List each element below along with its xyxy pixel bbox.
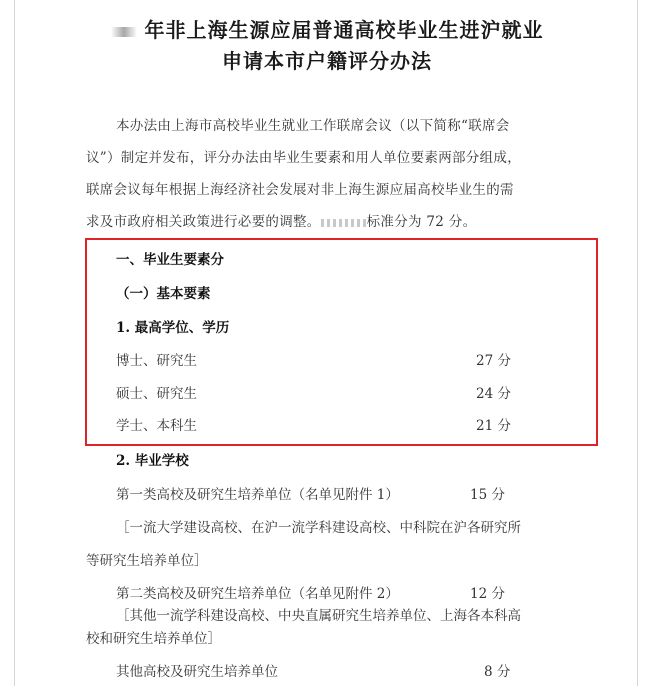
school-cat2-note-a: ［其他一流学科建设高校、中央直属研究生培养单位、上海各本科高 — [116, 608, 521, 624]
school-cat3-label: 其他高校及研究生培养单位 — [116, 664, 278, 680]
item1-heading: 1. 最高学位、学历 — [116, 320, 230, 336]
degree-row-score: 27 分 — [476, 353, 511, 369]
school-cat1-note-a: ［一流大学建设高校、在沪一流学科建设高校、中科院在沪各研究所 — [116, 520, 521, 536]
school-cat1-note-b: 等研究生培养单位］ — [86, 553, 208, 569]
obscured-year-mark — [111, 27, 137, 37]
school-cat2-note-b: 校和研究生培养单位］ — [86, 631, 221, 647]
document-title-line1 — [0, 14, 654, 43]
subsection-heading: （一）基本要素 — [116, 286, 211, 302]
degree-row-label: 硕士、研究生 — [116, 386, 197, 402]
school-cat1-score: 15 分 — [470, 487, 505, 503]
intro-text-4a: 求及市政府相关政策进行必要的调整。 — [86, 214, 321, 230]
item2-heading: 2. 毕业学校 — [116, 453, 189, 469]
title-text-1: 年非上海生源应届普通高校毕业生进沪就业 — [144, 18, 544, 42]
school-cat1-label: 第一类高校及研究生培养单位（名单见附件 1） — [116, 487, 399, 503]
document-title-line2: 申请本市户籍评分办法 — [222, 49, 432, 73]
intro-line-2: 议”）制定并发布，评分办法由毕业生要素和用人单位要素两部分组成， — [86, 150, 522, 166]
section-heading: 一、毕业生要素分 — [116, 252, 224, 268]
intro-text-4b: 标准分为 72 分。 — [366, 214, 477, 230]
degree-row-label: 学士、本科生 — [116, 418, 197, 434]
school-cat3-score: 8 分 — [484, 664, 511, 680]
intro-line-3: 联席会议每年根据上海经济社会发展对非上海生源应届高校毕业生的需 — [86, 182, 514, 198]
intro-line-1 — [86, 110, 556, 142]
degree-row-score: 24 分 — [476, 386, 511, 402]
degree-row-label: 博士、研究生 — [116, 353, 197, 369]
intro-line-4 — [86, 206, 556, 238]
obscured-text-mark — [321, 219, 367, 227]
school-cat2-label: 第二类高校及研究生培养单位（名单见附件 2） — [116, 586, 399, 602]
school-cat2-score: 12 分 — [470, 586, 505, 602]
intro-text-1: 本办法由上海市高校毕业生就业工作联席会议（以下简称“联席会 — [116, 118, 510, 134]
degree-row-score: 21 分 — [476, 418, 511, 434]
